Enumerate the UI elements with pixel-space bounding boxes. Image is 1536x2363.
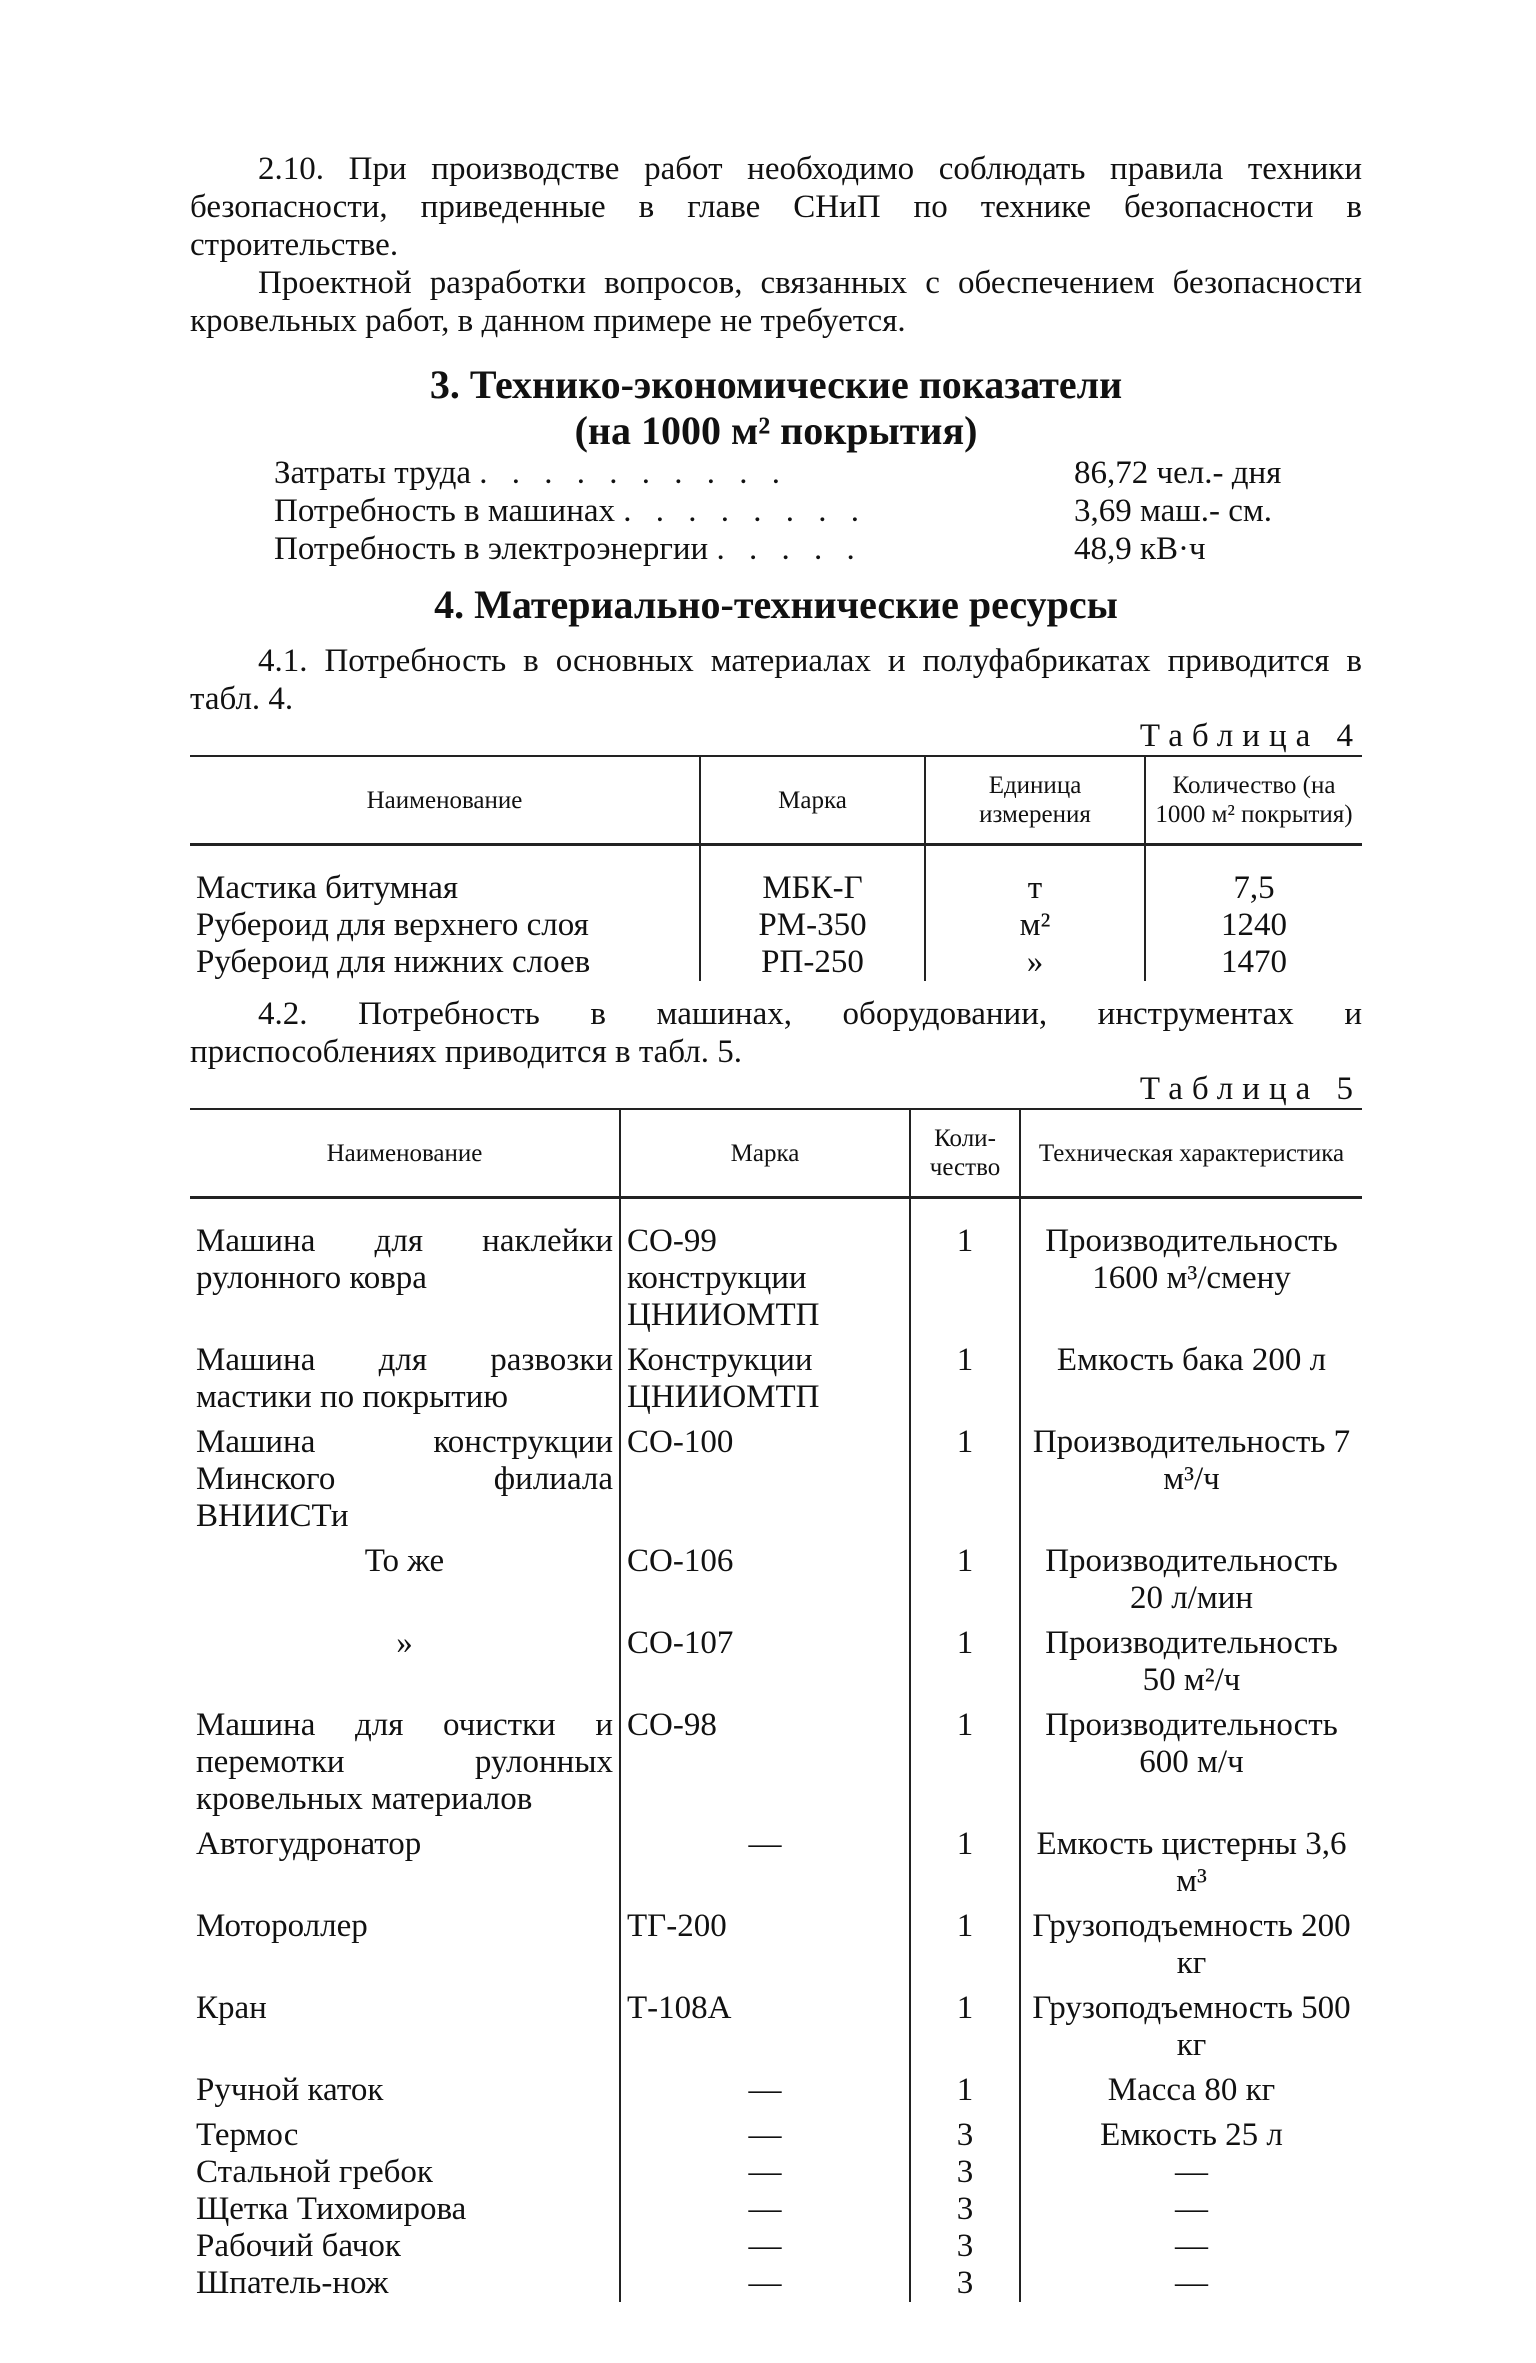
- paragraph-4-2: 4.2. Потребность в машинах, оборудовании, инструментах и приспособлениях приводится в табл. 5.: [190, 996, 1362, 1070]
- machine-spec: —: [1020, 2228, 1362, 2265]
- indicator-label: Потребность в электроэнергии: [274, 531, 709, 567]
- machine-spec: Емкость цистерны 3,6 м³: [1020, 1826, 1362, 1908]
- machine-qty: 1: [910, 1908, 1020, 1990]
- paragraph-2-10: 2.10. При производстве работ необходимо соблюдать правила техники безопасности, приведенные в главе СНиП по технике безопасности в строительстве.: [190, 151, 1362, 263]
- machine-spec: Емкость 25 л: [1020, 2117, 1362, 2154]
- indicator-value: 3,69 маш.- см.: [1074, 493, 1272, 529]
- material-qty: 1240: [1145, 907, 1362, 944]
- indicator-row: Затраты труда . . . . . . . . . . 86,72 чел.- дня: [274, 454, 1314, 492]
- table-4-header-name: Наименование: [190, 756, 700, 845]
- machine-name: Шпатель-нож: [196, 2265, 389, 2301]
- material-name: Рубероид для нижних слоев: [196, 944, 591, 980]
- machine-qty: 1: [910, 1826, 1020, 1908]
- indicator-value: 86,72 чел.- дня: [1074, 455, 1282, 491]
- machine-brand: Конструкции ЦНИИОМТП: [620, 1342, 910, 1424]
- table-4-header-brand: Марка: [700, 756, 925, 845]
- table-row: [190, 1707, 1362, 1826]
- machine-name: Ручной каток: [196, 2072, 384, 2108]
- document-page: [190, 150, 1362, 2302]
- machine-qty: 1: [910, 1707, 1020, 1826]
- machine-spec: Грузоподъемность 500 кг: [1020, 1990, 1362, 2072]
- indicator-row: Потребность в машинах . . . . . . . . 3,69 маш.- см.: [274, 492, 1314, 530]
- machine-name: Щетка Тихомирова: [196, 2191, 467, 2227]
- machine-qty: 1: [910, 1424, 1020, 1543]
- table-4: [190, 755, 1362, 981]
- machine-name: Рабочий бачок: [196, 2228, 401, 2264]
- table-4-header-qty: Количество (на 1000 м² покрытия): [1145, 756, 1362, 845]
- machine-spec: —: [1020, 2191, 1362, 2228]
- table-row: [190, 944, 1362, 981]
- table-4-title: Таблица 4: [1139, 718, 1362, 754]
- machine-brand: Т-108А: [620, 1990, 910, 2072]
- material-unit: т: [925, 845, 1145, 908]
- table-5-header-brand: Марка: [620, 1109, 910, 1198]
- machine-name: То же: [364, 1543, 445, 1579]
- table-row: [190, 2072, 1362, 2117]
- machine-spec: Производительность 1600 м³/смену: [1020, 1198, 1362, 1343]
- machine-name: Машина для очистки и перемотки рулонных кровельных материалов: [196, 1707, 613, 1817]
- indicator-value: 48,9 кВ·ч: [1074, 531, 1206, 567]
- machine-brand: СО-99 конструкции ЦНИИОМТП: [620, 1198, 910, 1343]
- machine-spec: Производительность 50 м²/ч: [1020, 1625, 1362, 1707]
- machine-spec: Производительность 600 м/ч: [1020, 1707, 1362, 1826]
- machine-qty: 3: [910, 2191, 1020, 2228]
- material-qty: 7,5: [1145, 845, 1362, 908]
- table-row: [190, 1342, 1362, 1424]
- material-brand: МБК-Г: [700, 845, 925, 908]
- table-row: [190, 845, 1362, 908]
- machine-qty: 1: [910, 2072, 1020, 2117]
- material-brand: РП-250: [700, 944, 925, 981]
- machine-qty: 3: [910, 2117, 1020, 2154]
- material-name: Рубероид для верхнего слоя: [196, 907, 589, 943]
- machine-brand: СО-106: [620, 1543, 910, 1625]
- machine-brand: ТГ-200: [620, 1908, 910, 1990]
- indicator-label: Затраты труда: [274, 455, 472, 491]
- material-qty: 1470: [1145, 944, 1362, 981]
- machine-brand: СО-107: [620, 1625, 910, 1707]
- material-unit: »: [925, 944, 1145, 981]
- machine-brand: —: [620, 2228, 910, 2265]
- table-row: [190, 1908, 1362, 1990]
- machine-qty: 3: [910, 2154, 1020, 2191]
- indicators-list: [274, 454, 1314, 568]
- machine-brand: —: [620, 2265, 910, 2302]
- machine-name: Мотороллер: [196, 1908, 368, 1944]
- machine-qty: 1: [910, 1543, 1020, 1625]
- table-5-body: [190, 1198, 1362, 2303]
- table-row: [190, 1424, 1362, 1543]
- machine-qty: 1: [910, 1990, 1020, 2072]
- machine-brand: —: [620, 1826, 910, 1908]
- table-5-header-qty: Коли-чество: [910, 1109, 1020, 1198]
- paragraph-safety-note: Проектной разработки вопросов, связанных с обеспечением безопасности кровельных работ, в данном примере не требуется.: [190, 265, 1362, 339]
- table-row: [190, 2265, 1362, 2302]
- table-row: [190, 2117, 1362, 2154]
- table-row: [190, 2191, 1362, 2228]
- machine-name: Машина для наклейки рулонного ковра: [196, 1223, 613, 1296]
- machine-spec: Производительность 20 л/мин: [1020, 1543, 1362, 1625]
- table-row: [190, 1826, 1362, 1908]
- machine-qty: 3: [910, 2265, 1020, 2302]
- machine-spec: Масса 80 кг: [1020, 2072, 1362, 2117]
- table-row: [190, 1625, 1362, 1707]
- machine-spec: Производительность 7 м³/ч: [1020, 1424, 1362, 1543]
- machine-qty: 1: [910, 1198, 1020, 1343]
- table-row: [190, 1990, 1362, 2072]
- machine-spec: Грузоподъемность 200 кг: [1020, 1908, 1362, 1990]
- machine-name: »: [396, 1625, 413, 1661]
- machine-qty: 3: [910, 2228, 1020, 2265]
- machine-name: Кран: [196, 1990, 267, 2026]
- indicator-row: Потребность в электроэнергии . . . . . 48,9 кВ·ч: [274, 530, 1314, 568]
- machine-brand: —: [620, 2191, 910, 2228]
- table-5-header-name: Наименование: [190, 1109, 620, 1198]
- section-4-title: 4. Материально-технические ресурсы: [434, 582, 1118, 627]
- indicator-label: Потребность в машинах: [274, 493, 616, 529]
- material-brand: РМ-350: [700, 907, 925, 944]
- machine-brand: СО-98: [620, 1707, 910, 1826]
- machine-brand: —: [620, 2117, 910, 2154]
- material-unit: м²: [925, 907, 1145, 944]
- table-row: [190, 1543, 1362, 1625]
- machine-name: Машина конструкции Минского филиала ВНИИСТи: [196, 1424, 613, 1534]
- material-name: Мастика битумная: [196, 870, 459, 906]
- machine-name: Стальной гребок: [196, 2154, 433, 2190]
- machine-spec: —: [1020, 2154, 1362, 2191]
- table-row: [190, 907, 1362, 944]
- machine-qty: 1: [910, 1625, 1020, 1707]
- machine-spec: —: [1020, 2265, 1362, 2302]
- table-row: [190, 2154, 1362, 2191]
- table-5-header-spec: Техническая характеристика: [1020, 1109, 1362, 1198]
- machine-name: Термос: [196, 2117, 299, 2153]
- table-5: [190, 1108, 1362, 2302]
- machine-brand: СО-100: [620, 1424, 910, 1543]
- table-4-header-unit: Единица измерения: [925, 756, 1145, 845]
- machine-brand: —: [620, 2154, 910, 2191]
- section-3-title: 3. Технико-экономические показатели: [429, 362, 1123, 407]
- table-5-title: Таблица 5: [1139, 1071, 1362, 1107]
- table-row: [190, 2228, 1362, 2265]
- table-row: [190, 1198, 1362, 1343]
- section-3-subtitle: (на 1000 м² покрытия): [574, 408, 978, 453]
- machine-name: Машина для развозки мастики по покрытию: [196, 1342, 613, 1415]
- machine-brand: —: [620, 2072, 910, 2117]
- machine-name: Автогудронатор: [196, 1826, 422, 1862]
- machine-qty: 1: [910, 1342, 1020, 1424]
- machine-spec: Емкость бака 200 л: [1020, 1342, 1362, 1424]
- paragraph-4-1: 4.1. Потребность в основных материалах и полуфабрикатах приводится в табл. 4.: [190, 643, 1362, 717]
